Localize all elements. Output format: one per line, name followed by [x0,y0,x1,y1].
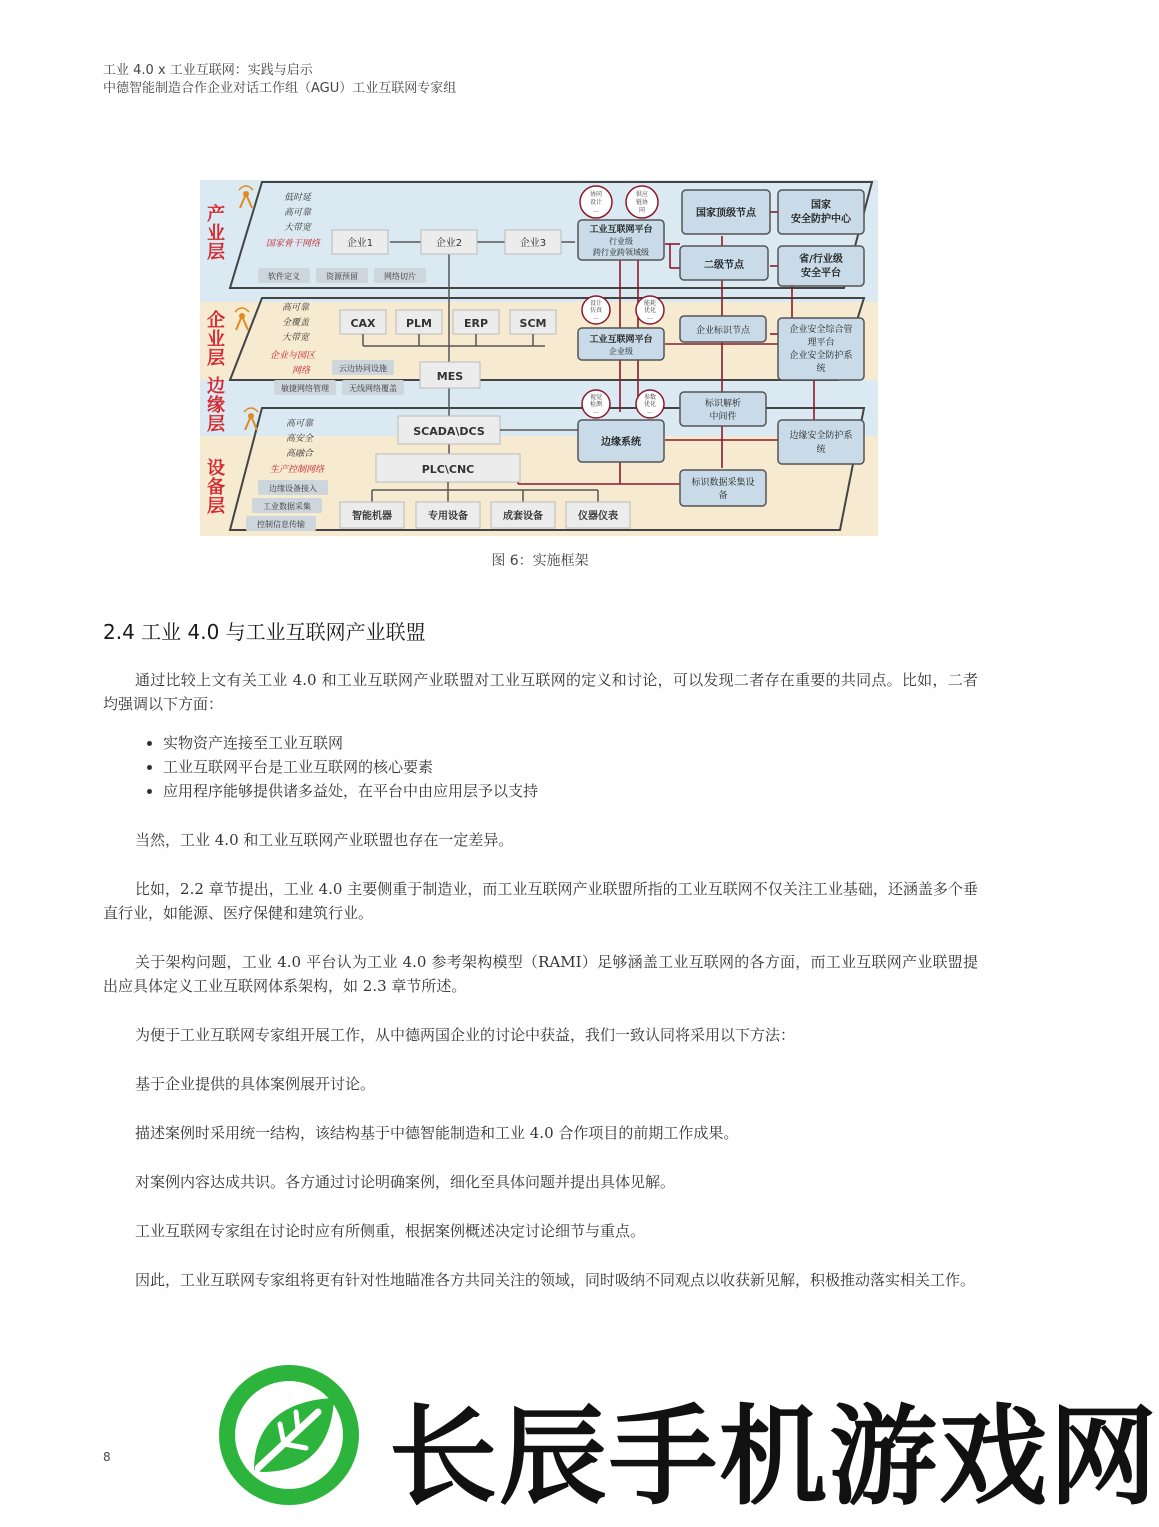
id-collect-device [680,470,766,506]
paragraph: 比如，2.2 章节提出，工业 4.0 主要侧重于制造业，而工业互联网产业联盟所指的工业互联网不仅关注工业基础，还涵盖多个垂直行业，如能源、医疗保健和建筑行业。 [103,880,978,922]
paragraph: 基于企业提供的具体案例展开讨论。 [135,1075,376,1093]
svg-text:ERP: ERP [463,317,489,330]
svg-text:优化: 优化 [643,307,657,314]
svg-text:设计: 设计 [589,300,603,307]
svg-text:国家骨干网络: 国家骨干网络 [266,239,321,249]
page-header [103,62,456,98]
framework-diagram [200,180,878,536]
section-title: 2.4 工业 4.0 与工业互联网产业联盟 [103,620,426,644]
national-top-node [682,190,770,234]
svg-text:...: ... [593,314,599,321]
svg-text:国家: 国家 [811,200,831,211]
enterprise-tags [332,360,394,375]
svg-text:跨行业跨领域级: 跨行业跨领域级 [593,248,649,257]
layer-labels [207,203,225,517]
site-watermark[interactable] [214,1360,1159,1520]
svg-text:工业互联网平台: 工业互联网平台 [589,335,653,345]
svg-text:高融合: 高融合 [286,449,314,459]
paragraph: 描述案例时采用统一结构，该结构基于中德智能制造和工业 4.0 合作项目的前期工作成果。 [135,1124,739,1142]
company-boxes [332,230,561,254]
svg-text:检测: 检测 [589,401,603,408]
svg-text:企业3: 企业3 [519,238,547,249]
enterprise-id-node [680,316,766,342]
svg-text:CAX: CAX [350,317,376,330]
svg-text:智能机器: 智能机器 [352,511,392,522]
svg-text:大带宽: 大带宽 [284,223,312,233]
svg-text:视觉: 视觉 [589,394,603,401]
header-title: 工业 4.0 x 工业互联网：实践与启示 [103,63,313,78]
svg-text:高安全: 高安全 [286,434,314,444]
svg-text:标识数据采集设: 标识数据采集设 [691,478,755,488]
enterprise-security [778,318,864,380]
list-item: • 应用程序能够提供诸多益处，在平台中由应用层予以支持 [163,779,978,803]
figure-caption: 图 6：实施框架 [491,553,589,569]
national-security-center [778,190,864,234]
svg-text:供应: 供应 [635,191,649,198]
layer-industry: 产业层 [207,204,225,263]
svg-text:边缘系统: 边缘系统 [601,437,641,448]
edge-security [778,420,864,464]
svg-text:生产控制网络: 生产控制网络 [270,465,325,475]
svg-text:标识解析: 标识解析 [704,399,742,409]
svg-text:...: ... [593,408,599,415]
svg-text:SCM: SCM [519,317,547,330]
secondary-node [680,246,768,280]
list-item: • 工业互联网平台是工业互联网的核心要素 [163,755,978,779]
svg-text:边缘设备接入: 边缘设备接入 [269,484,317,493]
watermark-text: 长辰手机游戏网 [389,1395,1159,1520]
header-subtitle: 中德智能制造合作企业对话工作组（AGU）工业互联网专家组 [103,81,457,96]
industry-tags [258,268,426,283]
svg-text:大带宽: 大带宽 [282,333,310,343]
svg-text:全覆盖: 全覆盖 [282,318,310,328]
svg-text:...: ... [593,207,599,214]
svg-text:备: 备 [718,491,728,501]
page-number: 8 [103,1450,111,1464]
svg-text:成套设备: 成套设备 [503,511,543,522]
svg-text:行业级: 行业级 [609,237,633,246]
paragraph: 通过比较上文有关工业 4.0 和工业互联网产业联盟对工业互联网的定义和讨论，可以发现二者存在重要的共同点。比如，二者均强调以下方面： [103,671,978,713]
svg-text:设计: 设计 [589,199,603,206]
body-text [103,668,978,1317]
platform-top-box [578,220,664,260]
scada-box [398,416,500,444]
svg-text:低时延: 低时延 [284,193,312,203]
svg-text:工业互联网平台: 工业互联网平台 [589,225,653,235]
svg-text:统: 统 [816,445,826,455]
svg-text:二级节点: 二级节点 [704,260,744,271]
svg-text:资源预留: 资源预留 [326,272,358,281]
svg-text:企业与园区: 企业与园区 [270,351,316,361]
svg-text:工业数据采集: 工业数据采集 [263,502,311,511]
list-item: • 实物资产连接至工业互联网 [163,731,978,755]
svg-text:省/行业级: 省/行业级 [799,254,843,265]
svg-text:...: ... [647,408,653,415]
svg-text:MES: MES [436,370,464,383]
svg-text:网络切片: 网络切片 [384,272,416,281]
svg-text:仪器仪表: 仪器仪表 [578,511,618,522]
svg-text:SCADA\DCS: SCADA\DCS [413,425,485,438]
platform-enterprise-box [578,328,664,360]
svg-text:链协: 链协 [635,199,649,206]
svg-text:同: 同 [638,207,646,214]
svg-text:边缘安全防护系: 边缘安全防护系 [789,431,853,441]
svg-text:优化: 优化 [643,401,657,408]
svg-text:仿真: 仿真 [589,307,603,314]
svg-text:控制信息传输: 控制信息传输 [257,520,305,529]
svg-text:理平台: 理平台 [807,338,835,348]
paragraph: 对案例内容达成共识。各方通过讨论明确案例，细化至具体问题并提出具体见解。 [135,1173,676,1191]
svg-text:企业2: 企业2 [435,238,463,249]
svg-text:高可靠: 高可靠 [286,419,314,429]
province-security [778,246,864,286]
svg-text:PLM: PLM [405,317,433,330]
svg-text:云边协同设施: 云边协同设施 [339,364,387,373]
svg-text:高可靠: 高可靠 [282,303,310,313]
layer-edge: 边缘层 [207,376,225,435]
bullet-list [103,731,978,803]
svg-text:协同: 协同 [589,191,603,198]
svg-text:企业标识节点: 企业标识节点 [695,326,751,336]
svg-text:网络: 网络 [292,366,311,376]
mes-box [420,362,480,388]
paragraph: 因此，工业互联网专家组将更有针对性地瞄准各方共同关注的领域，同时吸纳不同观点以收获新见解，积极推动落实相关工作。 [135,1271,976,1289]
leaf-logo-icon [214,1360,364,1510]
svg-text:中间件: 中间件 [709,412,737,422]
layer-device: 设备层 [207,458,225,517]
paragraph: 关于架构问题，工业 4.0 平台认为工业 4.0 参考架构模型（RAMI）足够涵盖工业互联网的各方面，而工业互联网产业联盟提出应具体定义工业互联网体系架构，如 2.3 章节所述。 [103,953,978,995]
svg-text:能耗: 能耗 [643,300,657,307]
plc-box [376,454,520,482]
edge-system-box [578,420,664,462]
svg-text:专用设备: 专用设备 [428,511,468,522]
svg-text:企业安全综合管: 企业安全综合管 [789,325,853,335]
svg-text:企业级: 企业级 [609,347,633,356]
implementation-framework-figure [200,180,878,536]
svg-text:安全平台: 安全平台 [801,268,841,279]
svg-text:高可靠: 高可靠 [284,208,312,218]
svg-text:PLC\CNC: PLC\CNC [421,463,475,476]
svg-text:国家顶级节点: 国家顶级节点 [696,208,756,219]
paragraph: 工业互联网专家组在讨论时应有所侧重，根据案例概述决定讨论细节与重点。 [135,1222,646,1240]
svg-text:企业安全防护系: 企业安全防护系 [789,351,853,361]
svg-text:软件定义: 软件定义 [268,272,300,281]
svg-text:统: 统 [816,364,826,374]
layer-enterprise: 企业层 [207,310,225,369]
svg-text:...: ... [647,314,653,321]
svg-text:企业1: 企业1 [346,238,374,249]
paragraph: 当然，工业 4.0 和工业互联网产业联盟也存在一定差异。 [135,831,514,849]
paragraph: 为便于工业互联网专家组开展工作，从中德两国企业的讨论中获益，我们一致认同将采用以下方法： [135,1026,796,1044]
svg-text:参数: 参数 [643,394,657,401]
device-tags [246,480,328,531]
id-middleware [680,392,766,426]
svg-text:无线网络覆盖: 无线网络覆盖 [349,384,397,393]
svg-text:敏捷网络管理: 敏捷网络管理 [281,384,329,393]
svg-text:安全防护中心: 安全防护中心 [791,214,851,225]
